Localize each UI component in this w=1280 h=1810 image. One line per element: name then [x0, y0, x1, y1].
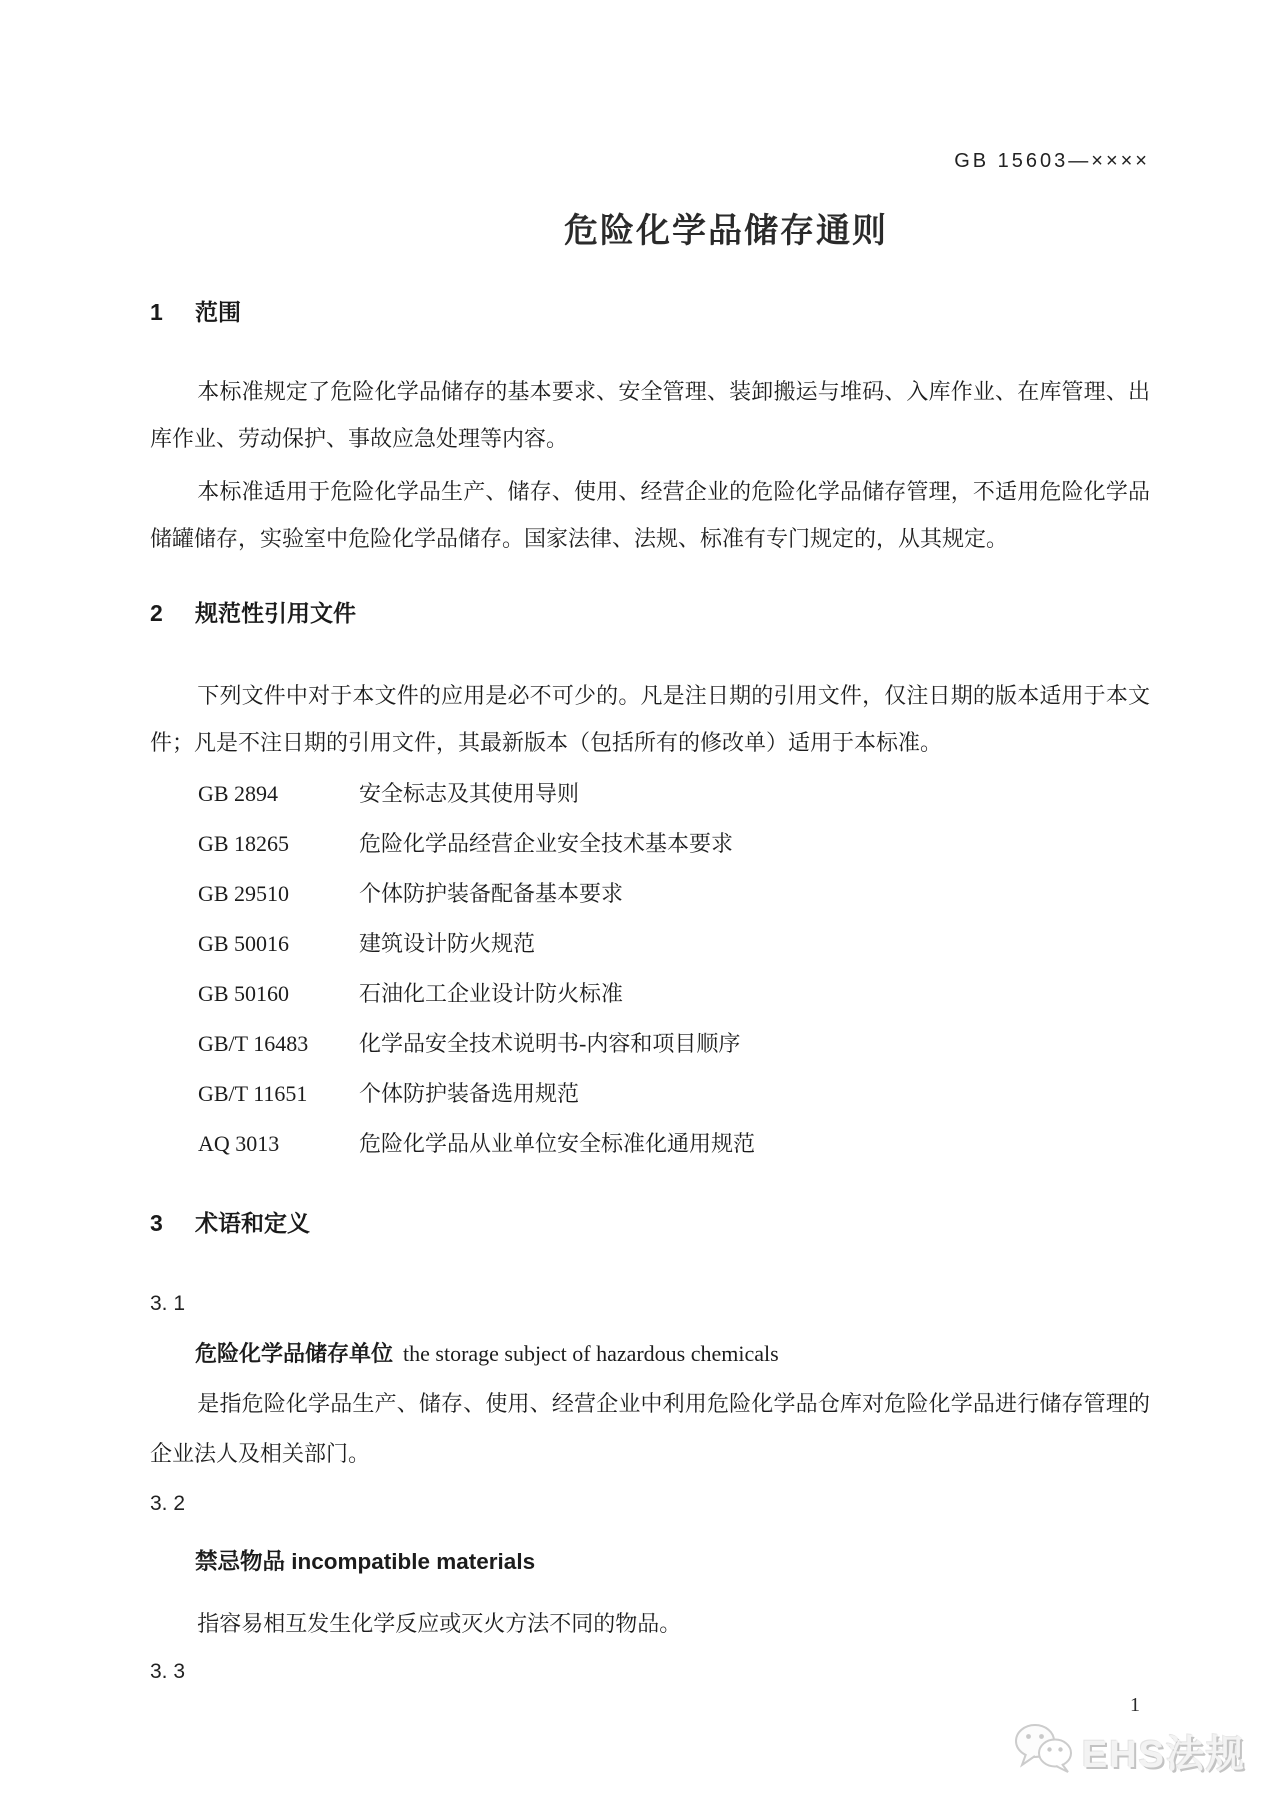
reference-item — [150, 769, 1150, 819]
reference-code: GB/T 11651 — [198, 1081, 308, 1106]
reference-code: GB 50160 — [198, 981, 290, 1006]
definition-3-1: 是指危险化学品生产、储存、使用、经营企业中利用危险化学品仓库对危险化学品进行储存管理的企业法人及相关部门。 — [150, 1391, 1150, 1466]
reference-item — [150, 1019, 1150, 1069]
reference-code: GB/T 16483 — [198, 1031, 309, 1056]
reference-title: 个体防护装备选用规范 — [359, 1081, 580, 1106]
watermark-text: EHS法规 — [1081, 1734, 1246, 1776]
term-3-1 — [150, 1340, 1195, 1368]
reference-title: 个体防护装备配备基本要求 — [359, 881, 624, 906]
doc-number: GB 15603—×××× — [954, 150, 1150, 172]
section-1-title: 范围 — [195, 299, 241, 325]
section-3-heading — [150, 1209, 1150, 1237]
section-1-heading — [150, 298, 1150, 326]
section-3-title: 术语和定义 — [195, 1210, 310, 1236]
reference-title: 危险化学品从业单位安全标准化通用规范 — [359, 1131, 756, 1156]
clause-3-3-number: 3. 3 — [150, 1660, 186, 1683]
reference-code: AQ 3013 — [198, 1131, 280, 1156]
section-1-number: 1 — [150, 299, 163, 325]
references-intro-paragraph: 下列文件中对于本文件的应用是必不可少的。凡是注日期的引用文件，仅注日期的版本适用于本文件；凡是不注日期的引用文件，其最新版本（包括所有的修改单）适用于本标准。 — [150, 683, 1150, 755]
wechat-icon — [1014, 1722, 1074, 1779]
term-3-2: 禁忌物品 incompatible materials — [195, 1549, 536, 1574]
definition-3-2: 指容易相互发生化学反应或灭火方法不同的物品。 — [197, 1611, 682, 1636]
reference-title: 石油化工企业设计防火标准 — [359, 981, 624, 1006]
page-number: 1 — [1130, 1694, 1140, 1716]
clause-3-1-number: 3. 1 — [150, 1292, 186, 1315]
scope-paragraph-2: 本标准适用于危险化学品生产、储存、使用、经营企业的危险化学品储存管理，不适用危险化学品储罐储存，实验室中危险化学品储存。国家法律、法规、标准有专门规定的，从其规定。 — [150, 479, 1150, 551]
watermark — [1014, 1722, 1246, 1779]
section-2-number: 2 — [150, 600, 163, 626]
reference-code: GB 18265 — [198, 831, 290, 856]
reference-title: 建筑设计防火规范 — [359, 931, 536, 956]
reference-item — [150, 819, 1150, 869]
term-3-1-chinese: 危险化学品储存单位 — [195, 1341, 394, 1366]
reference-item — [150, 1119, 1150, 1169]
reference-item — [150, 869, 1150, 919]
reference-code: GB 2894 — [198, 781, 279, 806]
reference-code: GB 50016 — [198, 931, 290, 956]
section-2-title: 规范性引用文件 — [195, 600, 356, 626]
reference-title: 危险化学品经营企业安全技术基本要求 — [359, 831, 734, 856]
reference-code: GB 29510 — [198, 881, 290, 906]
page-title: 危险化学品储存通则 — [564, 212, 888, 250]
reference-item — [150, 969, 1150, 1019]
reference-item — [150, 1069, 1150, 1119]
scope-paragraph-1: 本标准规定了危险化学品储存的基本要求、安全管理、装卸搬运与堆码、入库作业、在库管理、出库作业、劳动保护、事故应急处理等内容。 — [150, 379, 1150, 451]
reference-title: 安全标志及其使用导则 — [359, 781, 580, 806]
reference-item — [150, 919, 1150, 969]
reference-title: 化学品安全技术说明书-内容和项目顺序 — [359, 1031, 741, 1056]
section-3-number: 3 — [150, 1210, 163, 1236]
term-3-1-english: the storage subject of hazardous chemicals — [403, 1341, 779, 1366]
reference-list — [150, 769, 1150, 1169]
clause-3-2-number: 3. 2 — [150, 1492, 186, 1515]
section-2-heading — [150, 599, 1150, 627]
